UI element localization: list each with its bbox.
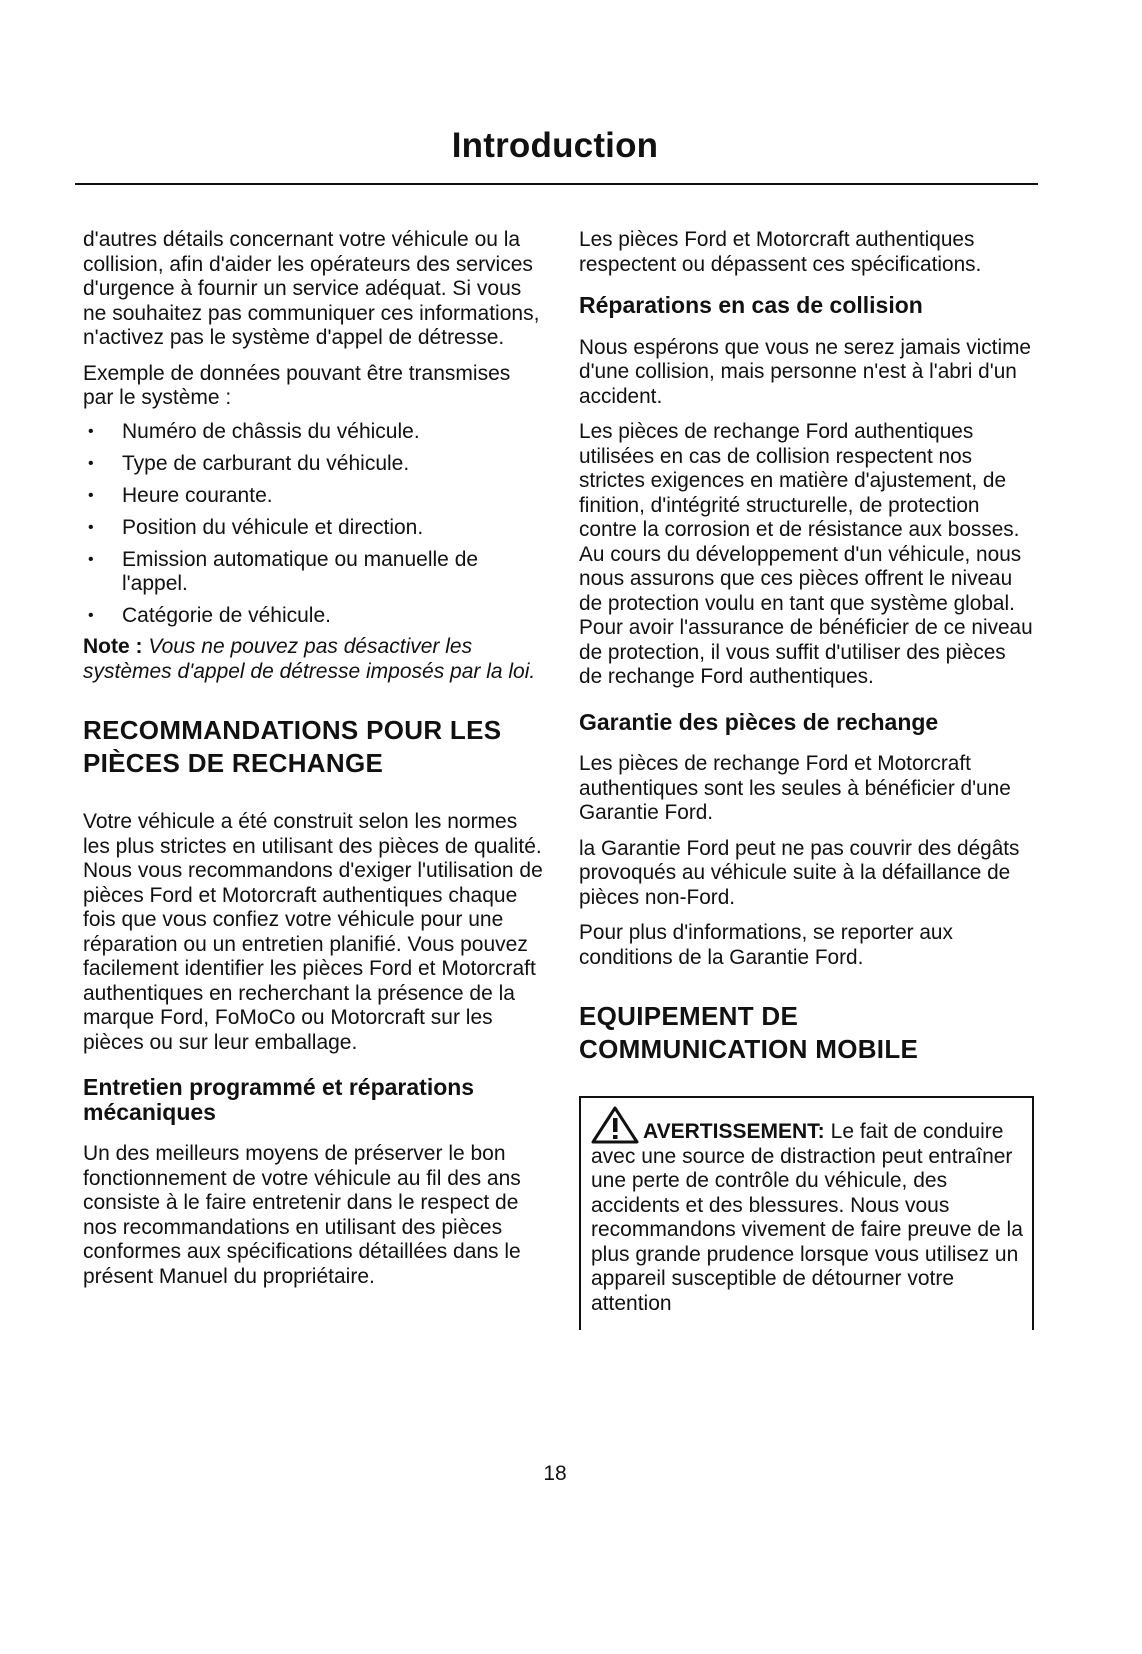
- note-text: Vous ne pouvez pas désactiver les systèmes d'appel de détresse imposés par la loi.: [83, 635, 536, 683]
- note-label: Note :: [83, 635, 143, 658]
- list-item: • Catégorie de véhicule.: [88, 604, 331, 627]
- data-list: [83, 420, 545, 629]
- bullet-icon: •: [88, 422, 94, 440]
- list-item: • Emission automatique ou manuelle de l'appel.: [88, 547, 479, 595]
- paragraph: Les pièces de rechange Ford authentiques utilisées en cas de collision respectent nos strictes exigences en matière d'ajustement, de finition, d'intégrité structurelle, de protection contre la corrosion et de résistance aux bosses. Au cours du développement d'un véhicule, nous nous assurons que ces pièces offrent le niveau de protection voulu en tant que système global. Pour avoir l'assurance de bénéficier de ce niveau de protection, il vous suffit d'utiliser des pièces de rechange Ford authentiques.: [579, 420, 1033, 688]
- list-item: • Type de carburant du véhicule.: [88, 451, 410, 475]
- section-title-mobile-equipment: EQUIPEMENT DE COMMUNICATION MOBILE: [579, 1001, 919, 1064]
- left-column: [83, 228, 545, 1300]
- paragraph: Exemple de données pouvant être transmises par le système :: [83, 361, 511, 409]
- list-item: • Heure courante.: [88, 483, 273, 507]
- list-item: • Position du véhicule et direction.: [88, 515, 424, 539]
- warning-label: AVERTISSEMENT:: [643, 1120, 825, 1143]
- page-title: Introduction: [451, 126, 659, 165]
- subsection-title-collision: Réparations en cas de collision: [579, 292, 923, 318]
- list-item: • Numéro de châssis du véhicule.: [88, 419, 420, 443]
- paragraph: la Garantie Ford peut ne pas couvrir des dégâts provoqués au véhicule suite à la défaillance de pièces non-Ford.: [579, 836, 1020, 909]
- bullet-icon: •: [88, 454, 94, 472]
- paragraph: Nous espérons que vous ne serez jamais victime d'une collision, mais personne n'est à l'abri d'un accident.: [579, 335, 1031, 408]
- paragraph: Les pièces de rechange Ford et Motorcraft authentiques sont les seules à bénéficier d'une Garantie Ford.: [579, 752, 1011, 824]
- paragraph: Un des meilleurs moyens de préserver le bon fonctionnement de votre véhicule au fil des ans consiste à le faire entretenir dans le respect de nos recommandations en utilisant des pièces conformes aux spécifications détaillées dans le présent Manuel du propriétaire.: [83, 1142, 521, 1288]
- bullet-icon: •: [88, 518, 94, 536]
- bullet-icon: •: [88, 486, 94, 504]
- paragraph: Les pièces Ford et Motorcraft authentiques respectent ou dépassent ces spécifications.: [579, 228, 982, 276]
- warning-triangle-icon: [591, 1106, 639, 1144]
- warning-text: Le fait de conduire avec une source de distraction peut entraîner une perte de contrôle du véhicule, des accidents et des blessures. Nous vous recommandons vivement de faire preuve de la plus grande prudence lorsque vous utilisez un appareil susceptible de détourner votre attention: [591, 1120, 1023, 1315]
- bullet-icon: •: [88, 550, 94, 568]
- warning-paragraph: [591, 1106, 1024, 1316]
- page-number: 18: [543, 1462, 567, 1485]
- section-title-replacement-parts: RECOMMANDATIONS POUR LES PIÈCES DE RECHANGE: [83, 715, 502, 778]
- warning-box: [579, 1096, 1034, 1330]
- bullet-icon: •: [88, 607, 94, 624]
- subsection-title-maintenance: Entretien programmé et réparations mécaniques: [83, 1074, 475, 1125]
- title-divider: [75, 183, 1038, 185]
- paragraph: Pour plus d'informations, se reporter aux conditions de la Garantie Ford.: [579, 921, 953, 969]
- paragraph: d'autres détails concernant votre véhicule ou la collision, afin d'aider les opérateurs des services d'urgence à fournir un service adéquat. Si vous ne souhaitez pas communiquer ces informations, n'activez pas le système d'appel de détresse.: [83, 228, 540, 349]
- right-column: [579, 228, 1034, 1330]
- paragraph: Votre véhicule a été construit selon les normes les plus strictes en utilisant des pièces de qualité. Nous vous recommandons d'exiger l'utilisation de pièces Ford et Motorcraft authentiques chaque fois que vous confiez votre véhicule pour une réparation ou un entretien planifié. Vous pouvez facilement identifier les pièces Ford et Motorcraft authentiques en recherchant la présence de la marque Ford, FoMoCo ou Motorcraft sur les pièces ou sur leur emballage.: [83, 810, 543, 1054]
- note: [83, 635, 545, 684]
- subsection-title-warranty: Garantie des pièces de rechange: [579, 708, 939, 735]
